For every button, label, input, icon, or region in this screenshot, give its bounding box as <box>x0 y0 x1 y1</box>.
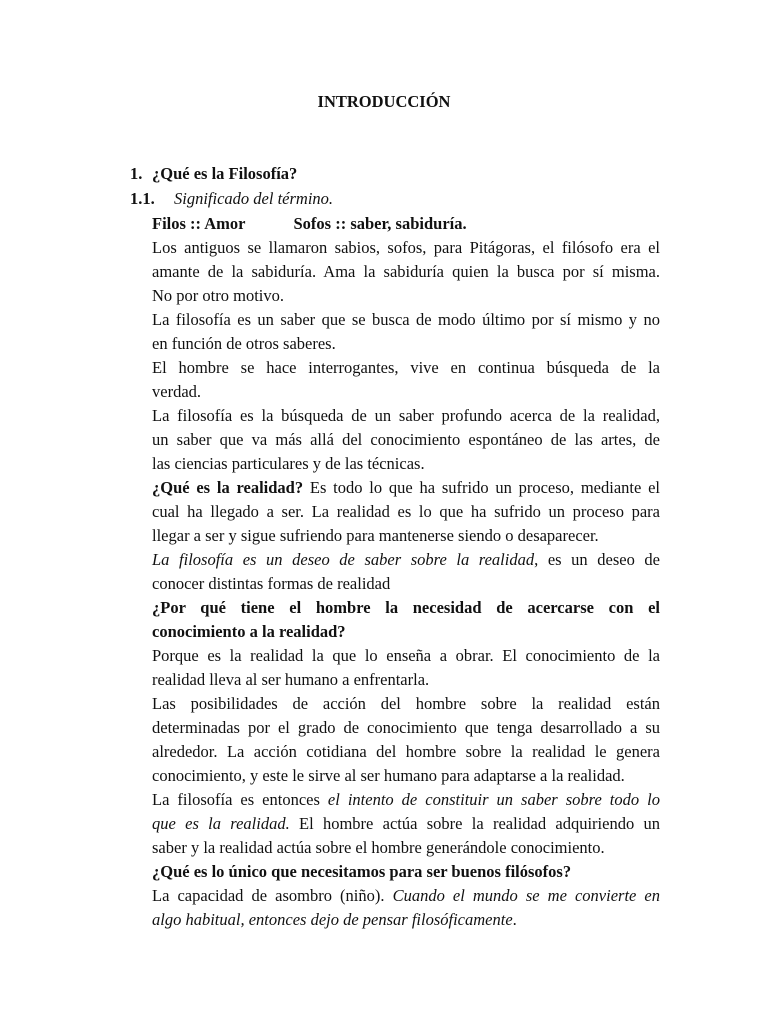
paragraph-line: cual ha llegado a ser. La realidad es lo que ha sufrido un proceso para <box>152 502 660 521</box>
paragraph-line: conocimiento, y este le sirve al ser humano para adaptarse a la realidad. <box>152 766 625 785</box>
section-number: 1. <box>130 164 143 183</box>
desire-italic: La filosofía es un deseo de saber sobre la realidad <box>152 550 535 569</box>
paragraph-line: realidad lleva al ser humano a enfrentarla. <box>152 670 430 689</box>
document-title: INTRODUCCIÓN <box>317 92 451 111</box>
paragraph-line: determinadas por el grado de conocimiento que tenga desarrollado a su <box>152 718 660 737</box>
paragraph-line: las ciencias particulares y de las técnicas. <box>152 454 425 473</box>
intent-rest: El hombre actúa sobre la realidad adquiriendo un <box>289 814 660 833</box>
intent-start: La filosofía es entonces <box>152 790 328 809</box>
paragraph-line: en función de otros saberes. <box>152 334 336 353</box>
desire-line <box>152 548 660 572</box>
question-reality-line <box>152 476 660 500</box>
question-philosophers: ¿Qué es lo único que necesitamos para ser buenos filósofos? <box>152 862 572 881</box>
paragraph-line: conocer distintas formas de realidad <box>152 574 391 593</box>
definition-sofos: Sofos :: saber, sabiduría. <box>293 214 467 233</box>
paragraph-line: alrededor. La acción cotidiana del hombre sobre la realidad le genera <box>152 742 660 761</box>
definition-line <box>152 212 660 236</box>
question-reality: ¿Qué es la realidad? <box>152 478 304 497</box>
paragraph-line: Porque es la realidad la que lo enseña a obrar. El conocimiento de la <box>152 646 660 665</box>
paragraph-line: llegar a ser y sigue sufriendo para mantenerse siendo o desaparecer. <box>152 526 599 545</box>
definition-filos: Filos :: Amor <box>152 214 246 233</box>
paragraph-line: saber y la realidad actúa sobre el hombre generándole conocimiento. <box>152 838 605 857</box>
paragraph-line: amante de la sabiduría. Ama la sabiduría quien la busca por sí misma. <box>152 262 660 281</box>
section-heading <box>130 164 297 184</box>
answer-reality-start: Es todo lo que ha sufrido un proceso, mediante el <box>303 478 660 497</box>
final-start: La capacidad de asombro (niño). <box>152 886 393 905</box>
subsection-title: Significado del término. <box>174 189 334 208</box>
intent-line <box>152 812 660 836</box>
question-necessity-line: conocimiento a la realidad? <box>152 622 346 641</box>
intent-italic: el intento de constituir un saber sobre todo lo <box>327 790 660 809</box>
paragraph-line: Las posibilidades de acción del hombre sobre la realidad están <box>152 694 660 713</box>
final-line <box>152 884 660 908</box>
subsection-heading <box>130 189 333 209</box>
final-line <box>152 908 660 932</box>
desire-rest: , es un deseo de <box>534 550 660 569</box>
intent-line <box>152 788 660 812</box>
paragraph-line: La filosofía es un saber que se busca de modo último por sí mismo y no <box>152 310 660 329</box>
paragraph-line: El hombre se hace interrogantes, vive en continua búsqueda de la <box>152 358 660 377</box>
question-necessity-line: ¿Por qué tiene el hombre la necesidad de acercarse con el <box>152 598 660 617</box>
paragraph-line: un saber que va más allá del conocimiento espontáneo de las artes, de <box>152 430 660 449</box>
paragraph-line: Los antiguos se llamaron sabios, sofos, para Pitágoras, el filósofo era el <box>152 238 660 257</box>
paragraph-line: verdad. <box>152 382 202 401</box>
final-italic: algo habitual, entonces dejo de pensar filosóficamente <box>152 910 513 929</box>
paragraph-line: No por otro motivo. <box>152 286 284 305</box>
final-italic: Cuando el mundo se me convierte en <box>392 886 660 905</box>
intent-italic: que es la realidad. <box>152 814 290 833</box>
subsection-number: 1.1. <box>130 189 155 208</box>
paragraph-line: La filosofía es la búsqueda de un saber profundo acerca de la realidad, <box>152 406 660 425</box>
section-title: ¿Qué es la Filosofía? <box>152 164 298 183</box>
final-end: . <box>512 910 517 929</box>
